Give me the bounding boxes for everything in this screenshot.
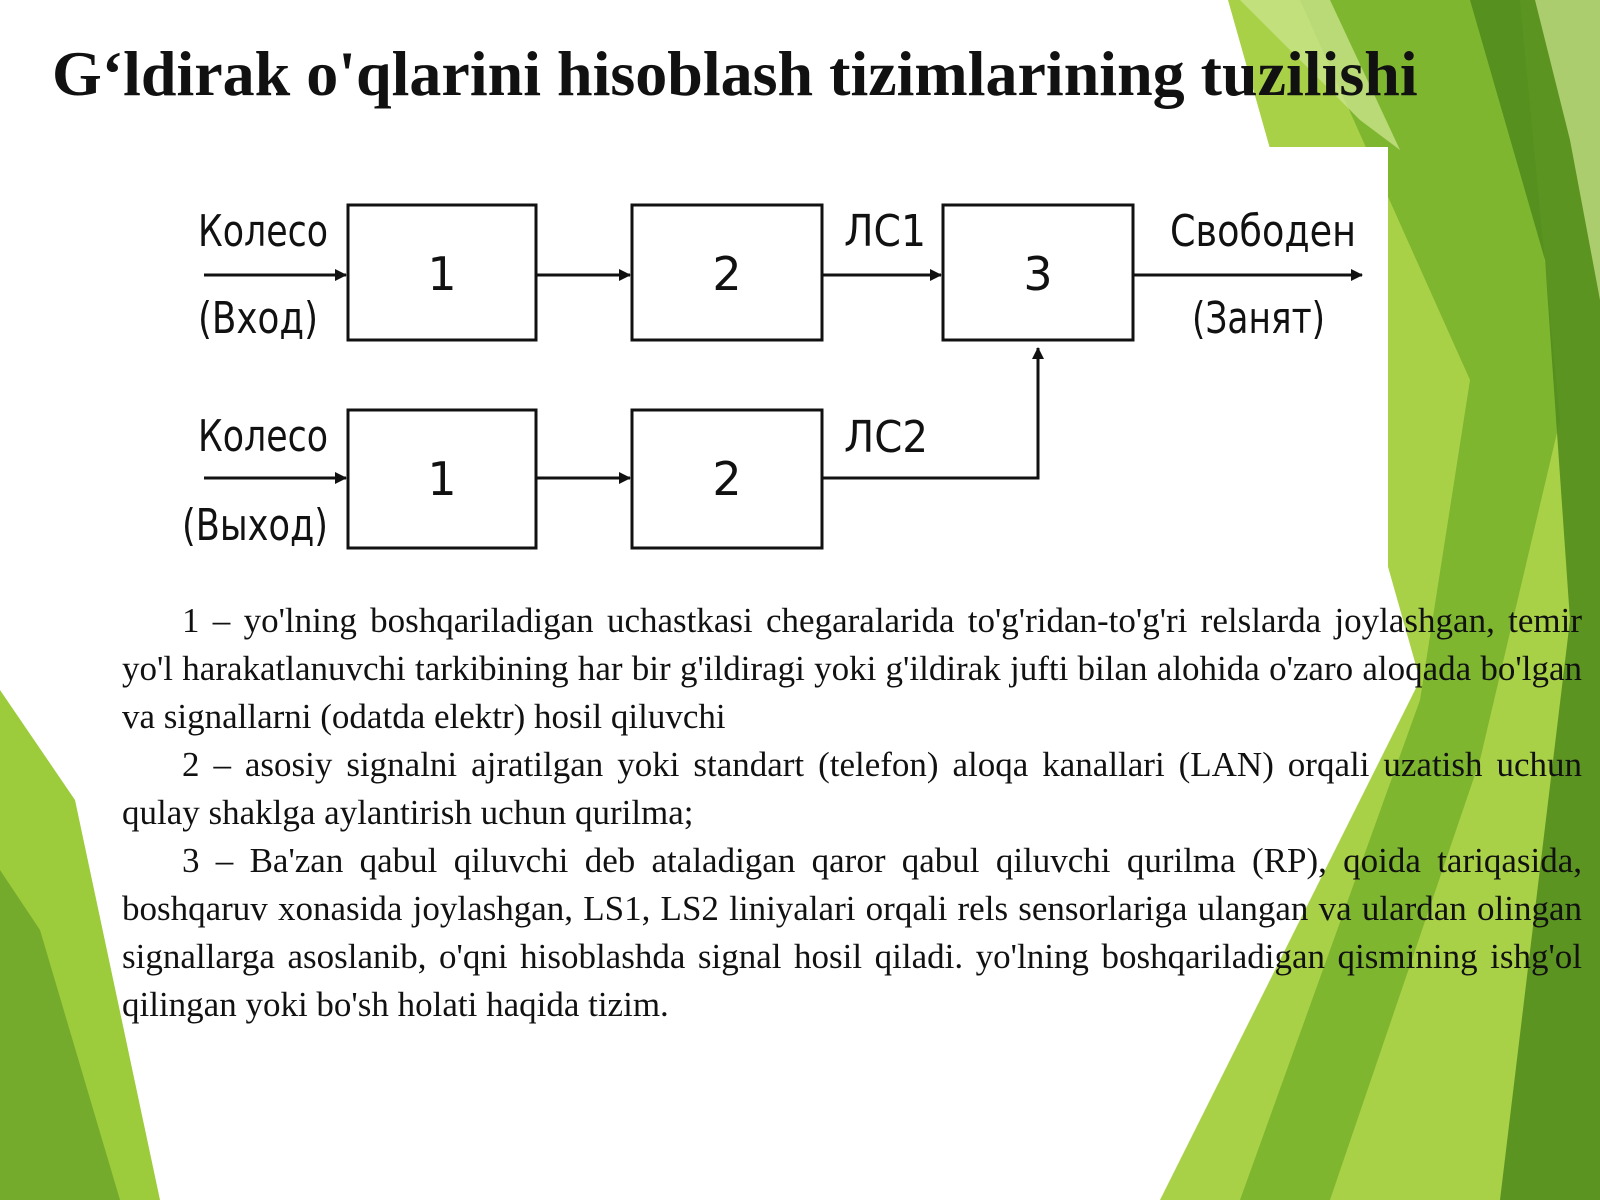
output-label-occupied: (Занят) <box>1192 293 1325 344</box>
description-text <box>122 597 1582 1029</box>
lower-box-1-label: 1 <box>427 452 457 506</box>
lower-input-label-exit: (Выход) <box>182 500 328 551</box>
box-3-label: 3 <box>1023 247 1053 301</box>
upper-box-2-label: 2 <box>712 247 742 301</box>
lower-input-label-wheel: Колесо <box>198 411 328 462</box>
description-item-2: 2 – asosiy signalni ajratilgan yoki standart (telefon) aloqa kanallari (LAN) orqali uzatish uchun qulay shaklga aylantirish uchun qurilma; <box>122 745 1582 832</box>
lower-box-2-label: 2 <box>712 452 742 506</box>
line-ls2-label: ЛС2 <box>844 412 928 463</box>
upper-input-label-entry: (Вход) <box>198 293 318 344</box>
output-label-free: Свободен <box>1170 206 1356 257</box>
upper-box-1-label: 1 <box>427 247 457 301</box>
slide-title: G‘ldirak o'qlarini hisoblash tizimlarining tuzilishi <box>52 38 1418 109</box>
line-ls1-label: ЛС1 <box>844 206 926 257</box>
description-item-3: 3 – Ba'zan qabul qiluvchi deb ataladigan qaror qabul qiluvchi qurilma (RP), qoida tariqasida, boshqaruv xonasida joylashgan, LS1, LS2 liniyalari orqali rels sensorlariga ulangan va ulardan olingan signallarga asoslanib, o'qni hisoblashda signal hosil qiladi. yo'lning boshqariladigan qismining ishg'ol qilingan yoki bo'sh holati haqida tizim. <box>122 841 1582 1024</box>
description-item-1: 1 – yo'lning boshqariladigan uchastkasi chegaralarida to'g'ridan-to'g'ri relslarda joylashgan, temir yo'l harakatlanuvchi tarkibining har bir g'ildiragi yoki g'ildirak jufti bilan alohida o'zaro aloqada bo'lgan va signallarni (odatda elektr) hosil qiluvchi <box>122 601 1582 736</box>
upper-input-label-wheel: Колесо <box>198 206 328 257</box>
